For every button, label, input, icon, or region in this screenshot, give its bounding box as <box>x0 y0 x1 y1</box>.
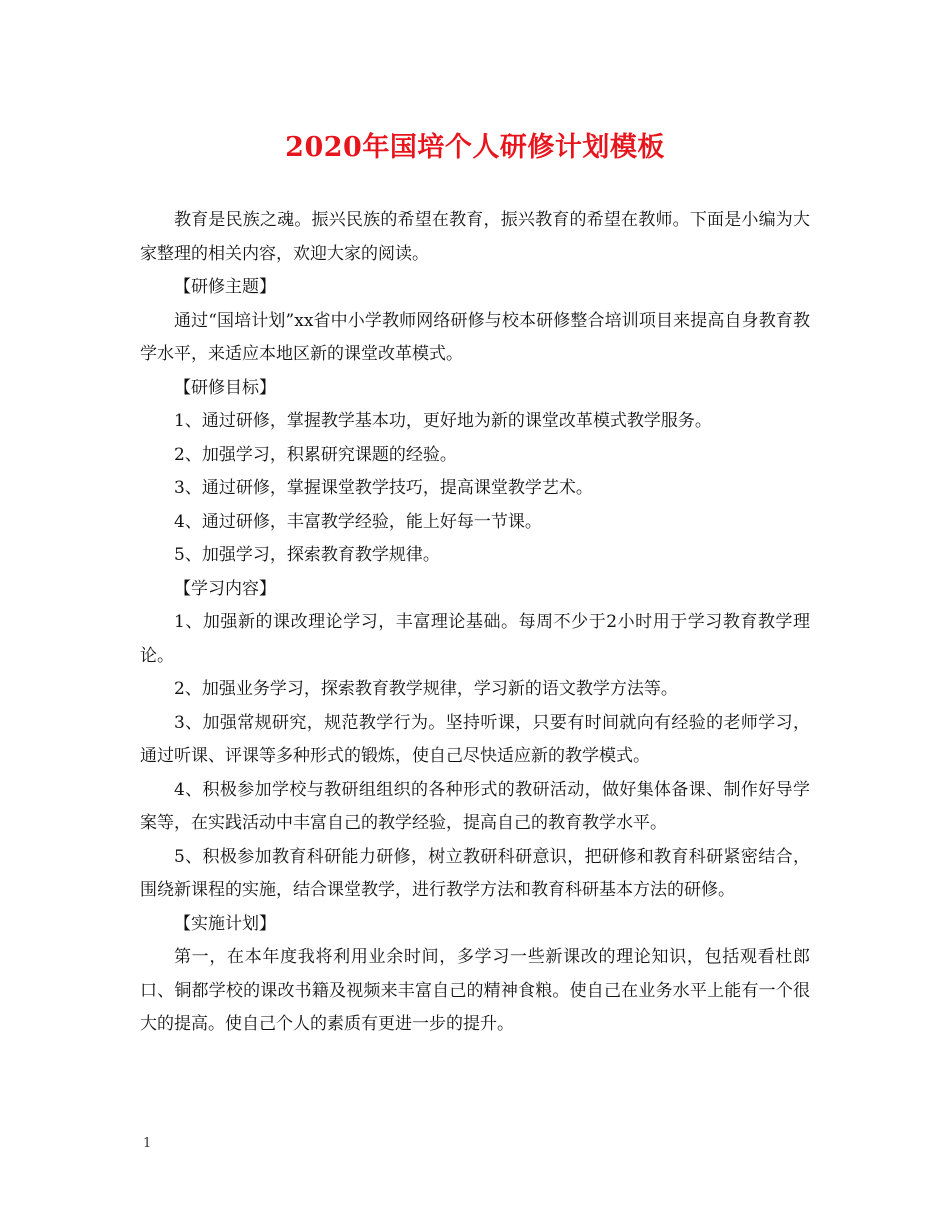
plan-item: 第一，在本年度我将利用业余时间，多学习一些新课改的理论知识，包括观看杜郎口、铜都学校的课改书籍及视频来丰富自己的精神食粮。使自己在业务水平上能有一个很大的提高。使自己个人的素质有更进一步的提升。 <box>140 947 810 1034</box>
content-item: 4、积极参加学校与教研组组织的各种形式的教研活动，做好集体备课、制作好导学案等，在实践活动中丰富自己的教学经验，提高自己的教育教学水平。 <box>140 779 810 833</box>
goal-item: 1、通过研修，掌握教学基本功，更好地为新的课堂改革模式教学服务。 <box>174 411 712 431</box>
content-item: 3、加强常规研究，规范教学行为。坚持听课，只要有时间就向有经验的老师学习，通过听课、评课等多种形式的锻炼，使自己尽快适应新的教学模式。 <box>140 712 810 766</box>
document-title: 2020年国培个人研修计划模板 <box>285 132 665 163</box>
page-number: 1 <box>143 1136 152 1151</box>
paragraph-intro: 教育是民族之魂。振兴民族的希望在教育，振兴教育的希望在教师。下面是小编为大家整理的相关内容，欢迎大家的阅读。 <box>140 210 810 264</box>
document-body <box>140 204 810 1042</box>
section-heading-content: 【学习内容】 <box>174 578 276 599</box>
goal-item: 2、加强学习，积累研究课题的经验。 <box>174 444 457 465</box>
section-heading-goals: 【研修目标】 <box>174 377 276 398</box>
paragraph-topic: 通过“国培计划”xx省中小学教师网络研修与校本研修整合培训项目来提高自身教育教学水平，来适应本地区新的课堂改革模式。 <box>140 310 810 364</box>
content-item: 1、加强新的课改理论学习，丰富理论基础。每周不少于2小时用于学习教育教学理论。 <box>140 612 810 666</box>
goal-item: 5、加强学习，探索教育教学规律。 <box>174 545 440 565</box>
goal-item: 3、通过研修，掌握课堂教学技巧，提高课堂教学艺术。 <box>174 478 593 498</box>
goal-item: 4、通过研修，丰富教学经验，能上好每一节课。 <box>174 511 542 532</box>
content-item: 5、积极参加教育科研能力研修，树立教研科研意识，把研修和教育科研紧密结合，围绕新课程的实施，结合课堂教学，进行教学方法和教育科研基本方法的研修。 <box>140 846 810 900</box>
content-item: 2、加强业务学习，探索教育教学规律，学习新的语文教学方法等。 <box>174 679 678 699</box>
section-heading-plan: 【实施计划】 <box>174 913 276 934</box>
section-heading-topic: 【研修主题】 <box>174 277 276 297</box>
